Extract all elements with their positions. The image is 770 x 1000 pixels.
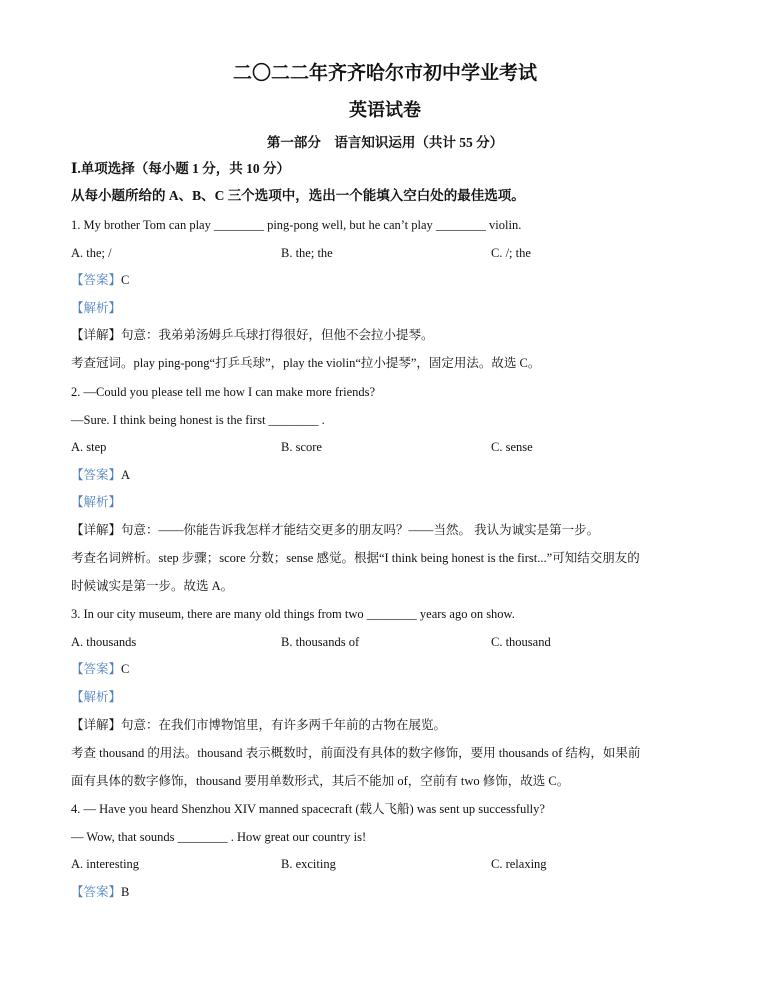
section-heading: Ⅰ.单项选择（每小题 1 分，共 10 分）	[71, 161, 290, 176]
option-a: A. thousands	[71, 635, 137, 649]
question-3-explanation-line-2: 面有具体的数字修饰，thousand 要用单数形式，其后不能加 of，空前有 two 修饰，故选 C。	[71, 774, 570, 788]
option-c: C. thousand	[491, 635, 551, 649]
answer-label: 【答案】	[71, 662, 122, 676]
part-heading: 第一部分 语言知识运用（共计 55 分）	[266, 135, 504, 150]
question-2-analysis	[71, 493, 699, 511]
question-4-answer	[71, 883, 699, 901]
question-3-stem: 3. In our city museum, there are many old things from two ________ years ago on show.	[71, 607, 515, 621]
question-2-stem-reply: —Sure. I think being honest is the first ________ .	[71, 413, 325, 427]
question-2-explanation-line-1: 考查名词辨析。step 步骤；score 分数；sense 感觉。根据“I think being honest is the first...”可知结交朋友的	[71, 551, 640, 565]
detail-text: 句意：我弟弟汤姆乒乓球打得很好，但他不会拉小提琴。	[121, 328, 434, 342]
question-1-explanation: 考查冠词。play ping-pong“打乒乓球”，play the violin“拉小提琴”，固定用法。故选 C。	[71, 356, 541, 370]
option-b: B. the; the	[281, 246, 333, 260]
answer-value: C	[121, 662, 130, 676]
option-b: B. thousands of	[281, 635, 360, 649]
option-c: C. /; the	[491, 246, 531, 260]
question-3-explanation-line-1: 考查 thousand 的用法。thousand 表示概数时，前面没有具体的数字修饰，要用 thousands of 结构，如果前	[71, 746, 641, 760]
question-1-answer	[71, 271, 699, 289]
option-c: C. relaxing	[491, 857, 547, 871]
detail-label: 【详解】	[71, 718, 122, 732]
answer-value: A	[121, 468, 131, 482]
question-2-answer	[71, 466, 699, 484]
analysis-label: 【解析】	[71, 495, 122, 509]
exam-subtitle: 英语试卷	[349, 100, 421, 120]
option-c: C. sense	[491, 440, 533, 454]
question-1-detail	[71, 326, 699, 344]
exam-title: 二〇二二年齐齐哈尔市初中学业考试	[232, 63, 537, 84]
option-a: A. step	[71, 440, 107, 454]
question-2-stem: 2. —Could you please tell me how I can make more friends?	[71, 385, 376, 399]
question-3-answer	[71, 660, 699, 678]
option-a: A. the; /	[71, 246, 112, 260]
question-2-detail	[71, 521, 699, 539]
detail-text: 句意：在我们市博物馆里，有许多两千年前的古物在展览。	[121, 718, 447, 732]
analysis-label: 【解析】	[71, 690, 122, 704]
question-2-explanation-line-2: 时候诚实是第一步。故选 A。	[71, 579, 234, 593]
answer-label: 【答案】	[71, 273, 122, 287]
answer-value: B	[121, 885, 130, 899]
question-3-detail	[71, 716, 699, 734]
question-4-stem: 4. — Have you heard Shenzhou XIV manned spacecraft (载人飞船) was sent up successfully?	[71, 802, 545, 816]
detail-text: 句意：——你能告诉我怎样才能结交更多的朋友吗？——当然。 我认为诚实是第一步。	[121, 523, 600, 537]
analysis-label: 【解析】	[71, 301, 122, 315]
answer-label: 【答案】	[71, 885, 122, 899]
detail-label: 【详解】	[71, 328, 122, 342]
question-4-stem-reply: — Wow, that sounds ________ . How great our country is!	[71, 830, 367, 844]
section-instruction: 从每小题所给的 A、B、C 三个选项中，选出一个能填入空白处的最佳选项。	[71, 188, 525, 203]
question-3-analysis	[71, 688, 699, 706]
question-1-analysis	[71, 299, 699, 317]
answer-value: C	[121, 273, 130, 287]
question-1-stem: 1. My brother Tom can play ________ ping-pong well, but he can’t play ________ violin.	[71, 218, 522, 232]
answer-label: 【答案】	[71, 468, 122, 482]
option-a: A. interesting	[71, 857, 140, 871]
option-b: B. score	[281, 440, 322, 454]
detail-label: 【详解】	[71, 523, 122, 537]
option-b: B. exciting	[281, 857, 336, 871]
